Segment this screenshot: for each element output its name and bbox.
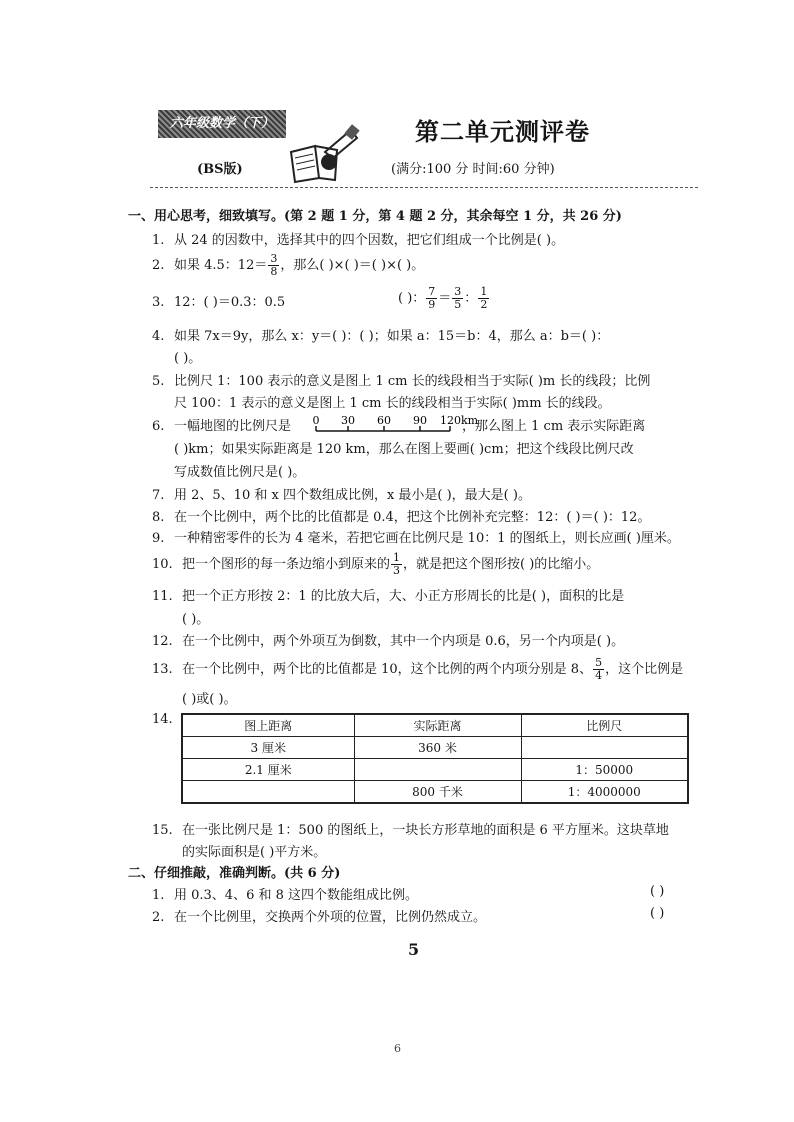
question-text: 在一个比例里，交换两个外项的位置，比例仍然成立。: [174, 910, 487, 925]
question-14: [152, 712, 174, 727]
table-cell: 2.1 厘米: [182, 759, 354, 781]
question-part-a: 12：( )＝0.3：0.5: [174, 295, 286, 310]
question-15-line-2: 的实际面积是( )平方米。: [182, 845, 327, 860]
table-cell[interactable]: [182, 781, 354, 804]
question-6-line-3: 写成数值比例尺是( )。: [174, 465, 306, 480]
question-text-cont: ，就是把这个图形按( )的比缩小。: [403, 557, 600, 572]
question-text: 用 2、5、10 和 x 四个数组成比例，x 最小是( )，最大是( )。: [174, 488, 531, 503]
question-number: 3.: [152, 295, 165, 310]
numerator: 7: [428, 285, 436, 298]
question-13: [152, 657, 683, 682]
question-number: 7.: [152, 488, 165, 503]
page-number: 5: [408, 940, 420, 959]
question-text: ( )：: [398, 291, 426, 306]
score-time-info: (满分:100 分 时间:60 分钟): [391, 162, 555, 177]
question-4-line-2: ( )。: [174, 351, 202, 366]
question-7: [152, 484, 531, 503]
table-cell: 1：4000000: [521, 781, 688, 804]
question-number: 11.: [152, 589, 173, 604]
question-number: 9.: [152, 531, 165, 546]
book-telescope-icon: [285, 122, 361, 184]
scale-tick-120: 120km: [440, 414, 479, 427]
table-cell: 1：50000: [521, 759, 688, 781]
question-3-part-b: [398, 286, 490, 311]
denominator: 3: [393, 564, 401, 577]
question-text: 一幅地图的比例尺是: [174, 419, 292, 434]
table-row: [182, 781, 688, 804]
edition-label: (BS版): [197, 162, 243, 177]
table-cell[interactable]: [354, 759, 521, 781]
answer-bracket-2[interactable]: ( ): [650, 906, 665, 921]
question-text: 用 0.3、4、6 和 8 这四个数能组成比例。: [174, 888, 419, 903]
question-number: 5.: [152, 374, 165, 389]
question-number: 4.: [152, 329, 165, 344]
question-text: 在一个比例中，两个比的比值都是 10，这个比例的两个内项分别是 8、: [182, 662, 593, 677]
question-11-line-2: ( )。: [182, 612, 210, 627]
line-scale-bar: [312, 413, 479, 437]
question-text: 在一个比例中，两个外项互为倒数，其中一个内项是 0.6，另一个内项是( )。: [182, 634, 625, 649]
numerator: 1: [480, 285, 488, 298]
table-header-row: [182, 714, 688, 737]
question-text: 把一个正方形按 2：1 的比放大后，大、小正方形周长的比是( )，面积的比是: [182, 589, 625, 604]
page-title: 第二单元测评卷: [415, 117, 590, 146]
table-cell[interactable]: [521, 737, 688, 759]
question-text: 在一张比例尺是 1：500 的图纸上，一块长方形草地的面积是 6 平方厘米。这块草地: [182, 823, 669, 838]
question-number: 1.: [152, 233, 165, 248]
question-number: 13.: [152, 662, 173, 677]
question-number: 2.: [152, 910, 165, 925]
question-number: 14.: [152, 712, 173, 727]
question-6: [152, 415, 291, 434]
denominator: 4: [595, 669, 603, 682]
question-4: [152, 325, 609, 344]
scale-tick-30: 30: [341, 414, 355, 427]
scale-tick-0: 0: [312, 414, 320, 427]
table-cell: 360 米: [354, 737, 521, 759]
question-number: 1.: [152, 888, 165, 903]
question-9: [152, 527, 680, 546]
numerator: 3: [270, 252, 278, 265]
answer-bracket-1[interactable]: ( ): [650, 884, 665, 899]
denominator: 2: [480, 298, 488, 311]
table-row: [182, 759, 688, 781]
numerator: 1: [393, 551, 401, 564]
question-10: [152, 552, 599, 577]
numerator: 3: [454, 285, 462, 298]
sheet-number: 6: [394, 1042, 401, 1055]
table-header: 比例尺: [521, 714, 688, 737]
question-13-line-2: ( )或( )。: [182, 692, 237, 707]
question-8: [152, 506, 650, 525]
denominator: 5: [454, 298, 462, 311]
question-text: 一种精密零件的长为 4 毫米，若把它画在比例尺是 10：1 的图纸上，则长应画( )厘米。: [174, 531, 680, 546]
question-text: 比例尺 1：100 表示的意义是图上 1 cm 长的线段相当于实际( )m 长的线段；比例: [174, 374, 651, 389]
fraction: [478, 286, 489, 311]
question-number: 6.: [152, 419, 165, 434]
table-row: [182, 737, 688, 759]
question-5-line-2: 尺 100：1 表示的意义是图上 1 cm 长的线段相当于实际( )mm 长的线段。: [174, 396, 611, 411]
question-3: [152, 291, 285, 310]
fraction: [268, 253, 279, 278]
ratio-sign: ：: [464, 291, 478, 306]
fraction: [426, 286, 437, 311]
question-text-cont: ，那么( )×( )＝( )×( )。: [280, 258, 425, 273]
fraction: [593, 657, 604, 682]
table-header: 图上距离: [182, 714, 354, 737]
section-1-title: 一、用心思考，细致填写。(第 2 题 1 分，第 4 题 2 分，其余每空 1 分，共 26 分): [128, 209, 622, 224]
section-2-title: 二、仔细推敲，准确判断。(共 6 分): [128, 866, 341, 881]
question-number: 10.: [152, 557, 173, 572]
question-number: 12.: [152, 634, 173, 649]
question-1: [152, 229, 564, 248]
denominator: 9: [428, 298, 436, 311]
question-text: 如果 4.5：12＝: [174, 258, 268, 273]
question-text: 把一个图形的每一条边缩小到原来的: [182, 557, 391, 572]
numerator: 5: [595, 656, 603, 669]
judgment-1: [152, 884, 418, 903]
grade-badge: 六年级数学（下）: [158, 110, 286, 138]
judgment-2: [152, 906, 486, 925]
scale-tick-60: 60: [377, 414, 391, 427]
table-cell: 800 千米: [354, 781, 521, 804]
question-number: 2.: [152, 258, 165, 273]
question-number: 15.: [152, 823, 173, 838]
question-2: [152, 253, 424, 278]
question-11: [152, 585, 624, 604]
equals-sign: ＝: [438, 291, 452, 306]
question-6-line-2: ( )km；如果实际距离是 120 km，那么在图上要画( )cm；把这个线段比例尺改: [174, 442, 634, 457]
question-6-cont: ，那么图上 1 cm 表示实际距离: [462, 419, 646, 434]
table-header: 实际距离: [354, 714, 521, 737]
scale-table: [181, 713, 689, 804]
fraction: [391, 552, 402, 577]
question-15: [152, 819, 669, 838]
header-divider: [150, 187, 698, 188]
question-5: [152, 370, 650, 389]
question-text: 如果 7x＝9y，那么 x：y＝( )：( )；如果 a：15＝b：4，那么 a：b＝( )：: [174, 329, 610, 344]
question-12: [152, 630, 624, 649]
question-text: 从 24 的因数中，选择其中的四个因数，把它们组成一个比例是( )。: [174, 233, 565, 248]
question-text: 在一个比例中，两个比的比值都是 0.4，把这个比例补充完整：12：( )＝( )：12。: [174, 510, 651, 525]
table-cell: 3 厘米: [182, 737, 354, 759]
fraction: [452, 286, 463, 311]
denominator: 8: [270, 265, 278, 278]
question-text-cont: ，这个比例是: [605, 662, 684, 677]
scale-tick-90: 90: [413, 414, 427, 427]
question-number: 8.: [152, 510, 165, 525]
